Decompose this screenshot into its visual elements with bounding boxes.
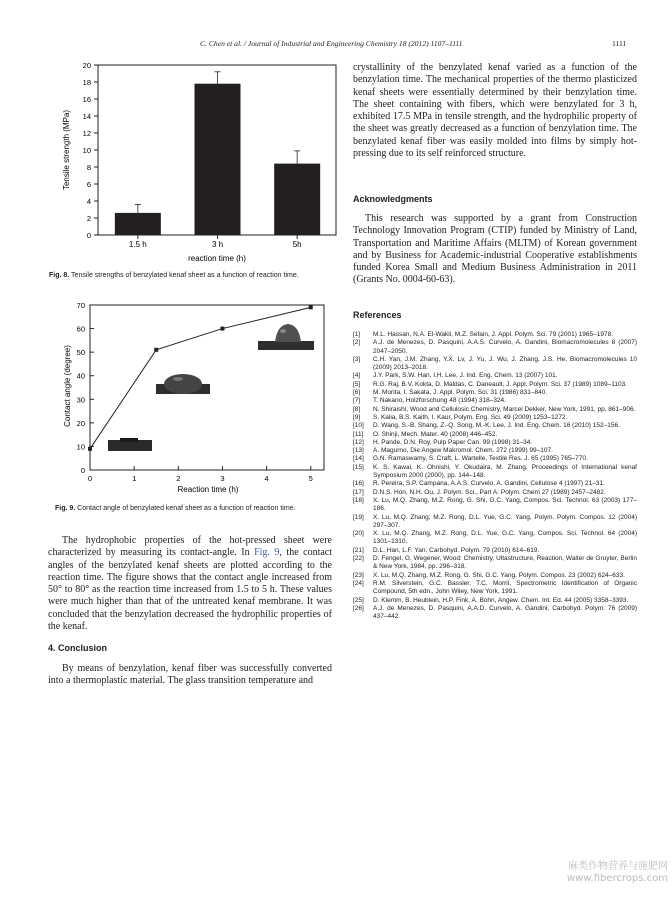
fig9-data-point — [220, 327, 224, 331]
reference-number: [7] — [353, 397, 361, 405]
fig8-y-tick-label: 4 — [86, 197, 91, 206]
reference-number: [25] — [353, 596, 364, 604]
reference-item — [353, 464, 637, 481]
reference-item — [353, 389, 637, 397]
reference-text: D. Wang, S.-B. Shang, Z.-Q. Song, M.-K. Lee, J. Ind. Eng. Chem. 16 (2010) 152–156. — [373, 422, 620, 430]
fig9-y-axis-label: Contact angle (degree) — [63, 345, 72, 427]
reference-text: M. Morita, I. Sakata, J. Appl. Polym. Sci. 31 (1986) 831–840. — [373, 389, 548, 397]
reference-item — [353, 555, 637, 572]
fig9-y-tick-label: 60 — [76, 324, 85, 334]
reference-text: D.N.S. Hon, N.H. Ou, J. Polym. Sci., Part A: Polym. Chem 27 (1989) 2457–2482. — [373, 488, 606, 496]
fig8-y-tick-label: 2 — [86, 214, 91, 223]
fig8-y-tick-label: 14 — [82, 112, 91, 121]
reference-text: A.J. de Menezes, D. Pasquini, A.A.D. Curvelo, A. Gandini, Carbohyd. Polym. 76 (2009) 437–442. — [373, 604, 637, 621]
reference-item — [353, 372, 637, 380]
fig9-y-tick-label: 20 — [76, 418, 85, 428]
fig9-y-tick-label: 40 — [76, 371, 85, 381]
reference-number: [17] — [353, 488, 364, 496]
reference-text: X. Lu, M.Q. Zhang, M.Z. Rong, G. Shi, G.C. Yang, Polym. Compos. 23 (2002) 624–633. — [373, 571, 625, 579]
reference-item — [353, 597, 637, 605]
reference-number: [6] — [353, 389, 361, 397]
reference-text: D.L. Han, L.F. Yan, Carbohyd. Polym. 79 (2010) 614–619. — [373, 546, 540, 554]
reference-number: [11] — [353, 430, 364, 438]
reference-text: D. Klemm, B. Heublein, H.P. Fink, A. Bohn, Angew. Chem. Int. Ed. 44 (2005) 3358–3393. — [373, 596, 629, 604]
reference-item — [353, 406, 637, 414]
fig8-x-tick-label: 3 h — [211, 240, 224, 249]
acknowledgments-heading: Acknowledgments — [353, 194, 433, 204]
reference-item — [353, 431, 637, 439]
reference-number: [26] — [353, 604, 364, 612]
fig9-x-axis-label: Reaction time (h) — [177, 485, 239, 494]
reference-item — [353, 356, 637, 373]
fig8-x-axis-label: reaction time (h) — [188, 254, 246, 263]
reference-item — [353, 381, 637, 389]
droplet-image-5h — [258, 324, 314, 350]
running-head — [0, 39, 672, 51]
reference-item — [353, 331, 637, 339]
reference-item — [353, 447, 637, 455]
fig8-y-tick-label: 10 — [82, 146, 91, 155]
reference-number: [5] — [353, 380, 361, 388]
droplet-image-1-5h — [156, 374, 210, 394]
fig9-caption — [55, 505, 345, 512]
fig9-data-point — [309, 305, 313, 309]
reference-number: [21] — [353, 546, 364, 554]
fig9-x-tick-label: 5 — [308, 474, 313, 483]
reference-text: J.Y. Park, S.W. Han, I.H. Lee, J. Ind. Eng. Chem. 13 (2007) 101. — [373, 372, 558, 380]
fig8-y-tick-label: 0 — [86, 231, 91, 240]
fig8-y-tick-label: 8 — [86, 163, 91, 172]
fig9-x-tick-label: 1 — [132, 474, 137, 483]
reference-list — [353, 331, 637, 621]
reference-number: [18] — [353, 496, 364, 504]
reference-text: M.L. Hassan, N.A. El-Wakil, M.Z. Sefain, J. Appl. Polym. Sci. 79 (2001) 1965–1978. — [373, 331, 614, 338]
fig9-y-tick-label: 50 — [76, 348, 85, 358]
reference-item — [353, 422, 637, 430]
fig8-bar — [195, 84, 241, 235]
reference-number: [4] — [353, 372, 361, 380]
reference-number: [14] — [353, 455, 364, 463]
reference-item — [353, 489, 637, 497]
reference-number: [3] — [353, 355, 361, 363]
reference-number: [10] — [353, 422, 364, 430]
reference-text: X. Lu, M.Q. Zhang, M.Z. Rong, D.L. Yue, G.C. Yang, Compos. Sci. Technol. 64 (2004) 1301–1310. — [373, 530, 637, 546]
fig9-y-tick-label: 70 — [76, 301, 85, 310]
reference-item — [353, 339, 637, 356]
reference-item — [353, 547, 637, 555]
reference-item — [353, 572, 637, 580]
reference-item — [353, 497, 637, 514]
reference-item — [353, 414, 637, 422]
fig8-y-tick-label: 16 — [82, 95, 91, 104]
reference-text: A.J. de Menezes, D. Pasquini, A.A.S. Curvelo, A. Gandini, Biomacromolecules 8 (2007) 2047–2050. — [373, 339, 637, 355]
reference-text: R. Pereira, S.P. Campana, A.A.S. Curvelo, A. Gandini, Cellulose 4 (1997) 21–31. — [373, 480, 605, 488]
reference-number: [20] — [353, 530, 364, 538]
reference-text: X. Lu, M.Q. Zhang, M.Z. Rong, D.L. Yue, G.C. Yang, Polym. Polym. Compos. 12 (2004) 297–307. — [373, 513, 637, 529]
reference-text: K. S. Kawai, K. Ohnishi, Y. Okudaira, M. Zhang, Proceedings of International kenaf Symposium 2000 (2000), pp. 144–148. — [373, 463, 637, 480]
fig8-y-axis-label: Tensile strength (MPa) — [62, 109, 71, 191]
page-number: 1111 — [612, 39, 627, 48]
reference-text: A. Magurno, Die Angew Makromol. Chem. 272 (1999) 99–107. — [373, 447, 553, 455]
fig9-link[interactable]: Fig. 9 — [254, 547, 280, 559]
reference-number: [23] — [353, 571, 364, 579]
reference-number: [22] — [353, 555, 364, 563]
reference-text: H. Pande, D.N. Roy, Pulp Paper Can. 99 (1998) 31–34. — [373, 438, 533, 446]
reference-number: [9] — [353, 413, 361, 421]
reference-number: [8] — [353, 405, 361, 413]
reference-number: [2] — [353, 339, 361, 347]
fig9-data-point — [88, 447, 92, 451]
fig9-y-tick-label: 0 — [80, 466, 85, 475]
contact-angle-paragraph: The hydrophobic properties of the hot-pressed sheet were characterized by measuring its contact-angle. In Fig. 9, the contact angles of the benzylated kenaf sheets are plotted according to the reaction time. The figure shows that the contact angle increased from 50° to 80° as the reaction time increased from 1.5 to 5 h. These values were much higher than that of the untreated kenaf membrane. It was concluded that the benzylation decreased the hydrophilic properties of the kenaf. — [48, 535, 333, 633]
fig8-x-tick-label: 5h — [292, 240, 302, 249]
reference-item — [353, 455, 637, 463]
reference-number: [16] — [353, 480, 364, 488]
fig9-data-point — [154, 348, 158, 352]
fig9-y-tick-label: 30 — [76, 395, 85, 405]
reference-item — [353, 397, 637, 405]
watermark: 麻类作物营养与施肥网 www.fibercrops.com — [566, 861, 668, 884]
journal-citation: C. Chen et al. / Journal of Industrial and Engineering Chemistry 18 (2012) 1107–1111 — [200, 39, 463, 48]
conclusion-continued-paragraph: crystallinity of the benzylated kenaf varied as a function of the benzylation time. The mechanical properties of the thermo plasticized kenaf sheets were essentially determined by their benzylation time. The sheet containing with fibers, which were benzylated for 3 h, exhibited 17.5 MPa in tensile strength, and the hydrophilic property of the sheet was greatly decreased as a function of benzylation time. The benzylated kenaf fiber was easily molded into films by simply hot-pressing due to its self reinforced structure. — [353, 62, 637, 160]
reference-number: [12] — [353, 438, 364, 446]
fig9-line-chart — [60, 300, 330, 498]
fig8-caption-text: Tensile strengths of benzylated kenaf sheet as a function of reaction time. — [69, 272, 299, 279]
reference-number: [15] — [353, 463, 364, 471]
fig8-bar-chart — [55, 58, 337, 268]
reference-number: [24] — [353, 579, 364, 587]
reference-item — [353, 580, 637, 597]
reference-item — [353, 530, 637, 547]
fig9-y-tick-label: 10 — [76, 442, 85, 452]
fig8-bar — [274, 164, 320, 235]
fig8-y-tick-label: 6 — [86, 180, 91, 189]
fig9-caption-text: Contact angle of benzylated kenaf sheet as a function of reaction time. — [75, 505, 296, 512]
fig8-x-tick-label: 1.5 h — [128, 240, 147, 249]
conclusion-paragraph: By means of benzylation, kenaf fiber was successfully converted into a thermoplastic material. The glass transition temperature and — [48, 663, 332, 687]
reference-number: [19] — [353, 513, 364, 521]
droplet-image-0h — [108, 438, 152, 451]
reference-item — [353, 439, 637, 447]
fig9-x-tick-label: 4 — [264, 474, 269, 483]
references-heading: References — [353, 310, 402, 320]
fig9-x-tick-label: 2 — [176, 474, 181, 483]
reference-text: X. Lu, M.Q. Zhang, M.Z. Rong, G. Shi, G.C. Yang, Compos. Sci. Technol. 63 (2003) 177–186. — [373, 496, 637, 513]
fig9-caption-label: Fig. 9. — [55, 505, 76, 512]
fig8-y-tick-label: 20 — [82, 61, 91, 70]
fig8-y-tick-label: 18 — [82, 78, 91, 87]
fig8-caption-label: Fig. 8. — [49, 272, 70, 279]
fig8-caption — [49, 272, 339, 279]
reference-text: R.G. Raj, B.V. Kokta, D. Maldas, C. Daneault, J. Appl. Polym. Sci. 37 (1989) 1089–1103. — [373, 380, 627, 388]
fig8-bar — [115, 213, 161, 235]
reference-item — [353, 605, 637, 622]
reference-text: N. Shiraishi, Wood and Cellulosic Chemistry, Marcel Dekker, New York, 1991, pp. 861–906. — [373, 405, 636, 413]
reference-text: S. Kalia, B.S. Kaith, I. Kaur, Polym. Eng. Sci. 49 (2009) 1253–1272. — [373, 413, 568, 421]
fig9-series-line — [90, 307, 311, 448]
reference-number: [13] — [353, 447, 364, 455]
reference-text: C.H. Yan, J.M. Zhang, Y.X. Lv, J. Yu, J. Wu, J. Zhang, J.S. He, Biomacromolecules 10 (2009) 2013–2018. — [373, 355, 637, 372]
reference-text: D. Fengel, G. Wegener, Wood: Chemistry, Ultastructure, Reaction, Walter de Gruyter, Berlin & New York, 1984, pp. 296–318. — [373, 555, 637, 571]
reference-item — [353, 514, 637, 531]
acknowledgments-paragraph: This research was supported by a grant from Construction Technology Innovation Program (CTIP) funded by Ministry of Land, Transportation and Maritime Affairs (MLTM) of Korean government and by Business for Academic-industrial Cooperative establishments funded Korea Small and Medium Business Administration in 2011 (Grants No. 0004-60-63). — [353, 213, 637, 286]
reference-text: O. Shinji, Mech. Mater. 40 (2008) 446–452. — [373, 430, 498, 438]
reference-number: [1] — [353, 331, 361, 338]
fig8-y-tick-label: 12 — [82, 129, 91, 138]
fig9-x-tick-label: 0 — [87, 474, 93, 483]
conclusion-heading: 4. Conclusion — [48, 643, 108, 653]
reference-item — [353, 480, 637, 488]
reference-text: G.N. Ramaswamy, S. Craft, L. Wartelle, Textile Res. J. 65 (1995) 765–770. — [373, 455, 588, 463]
fig9-x-tick-label: 3 — [220, 474, 225, 483]
reference-text: T. Nakano, Holzforschung 48 (1994) 318–324. — [373, 397, 506, 405]
reference-text: R.M. Silverstein, G.C. Bassler, T.C. Morril, Spectrometric Identification of Organic Compound, 5th edn., John Wiley, New York, 1991. — [373, 579, 637, 596]
